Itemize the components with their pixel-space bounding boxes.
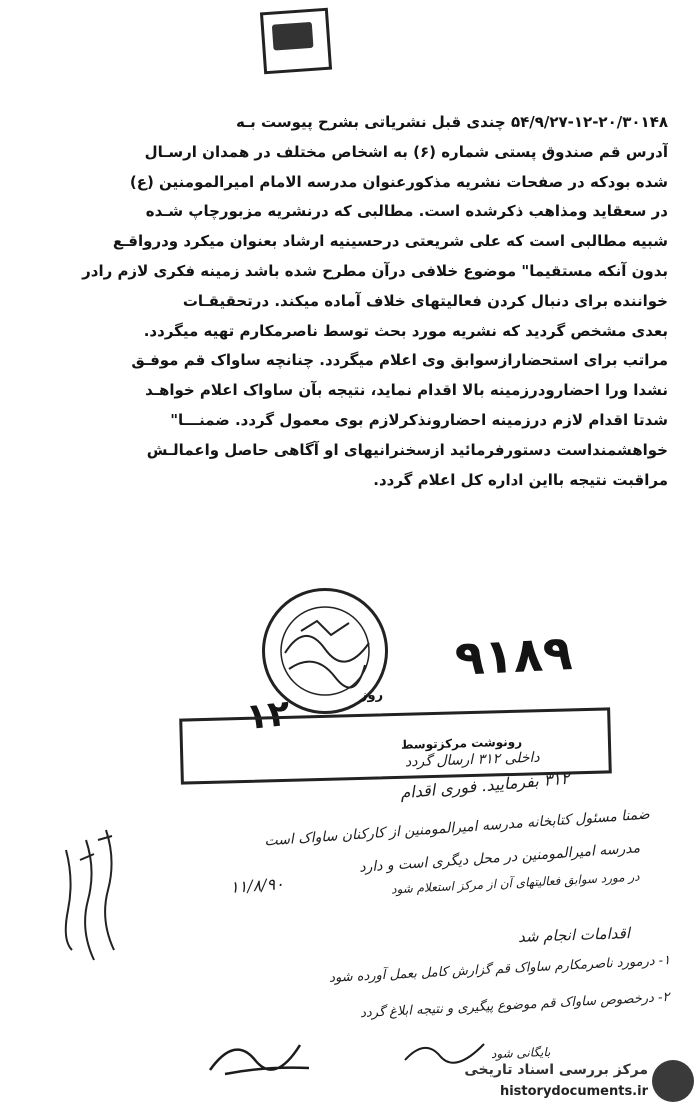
typed-line: بعدی مشخص گردید که نشریه مورد بحث توسط ناصرمکارم تهیه میگردد. — [143, 321, 668, 340]
archive-watermark — [430, 1060, 694, 1106]
typed-line: نشدا ورا احضارودرزمینه بالا اقدام نماید، نتیجه بآن ساواک اعلام خواهـد — [145, 381, 668, 400]
margin-handwriting — [36, 820, 136, 970]
top-stamp-mark — [260, 8, 332, 75]
signature-left — [205, 1030, 315, 1080]
typed-line: مراتب برای استحضارازسوابق وی اعلام میگردد. چنانچه ساواک قم موفـق — [131, 351, 668, 370]
typed-line: شدتا اقدام لازم درزمینه احضارونذکرلازم بوی معمول گردد. ضمنـــا" — [170, 410, 668, 429]
handwritten-note-line: ۱- درمورد ناصرمکارم ساواک قم گزارش کامل بعمل آورده شود — [328, 953, 671, 986]
typed-line: مراقبت نتیجه بااین اداره کل اعلام گردد. — [373, 470, 668, 489]
handwritten-note-line: مدرسه امیرالمومنین در محل دیگری است و دارد — [358, 840, 641, 876]
registration-day-label: روز — [360, 688, 384, 703]
handwritten-note-line: داخلی ۳۱۲ ارسال گردد — [405, 749, 541, 771]
handwritten-note-line: بایگانی شود — [490, 1044, 551, 1062]
watermark-text: مرکز بررسی اسناد تاریخی — [464, 1062, 648, 1078]
typed-line: شده بودکه در صفحات نشریه مذکورعنوان مدرسه الامام امیرالمومنین (ع) — [129, 172, 668, 191]
handwritten-note-line: ۲- درخصوص ساواک قم موضوع پیگیری و نتیجه ابلاغ گردد — [360, 989, 671, 1022]
handwritten-note-line: ضمنا مسئول کتابخانه مدرسه امیرالمومنین از کارکنان ساواک است — [263, 806, 651, 850]
handwritten-date: ۱۱/۸/۹۰ — [229, 874, 285, 897]
typed-line: خواهشمنداست دستورفرمائید ازسخنرانیهای او آگاهی حاصل واعمالـش — [146, 440, 668, 459]
handwritten-note-line: اقدامات انجام شد — [517, 924, 631, 946]
watermark-url: historydocuments.ir — [499, 1084, 648, 1099]
registration-number: ۱۲ — [243, 692, 292, 739]
typed-line: شبیه مطالبی است که علی شریعتی درحسینیه ارشاد بعنوان میکرد ودرواقـع — [112, 232, 668, 251]
typed-line: خواننده برای دنبال کردن فعالیتهای خلاف آماده میکند. درتحقیقـات — [182, 291, 668, 310]
typed-line: بدون آنکه مستقیما" موضوع خلافی درآن مطرح شده باشد زمینه فکری لازم رادر — [82, 261, 668, 280]
typed-line: ۵۴/۹/۲۷-۱۲-۲۰/۳۰۱۴۸ چندی قبل نشریاتی بشرح پیوست بـه — [235, 113, 668, 131]
typed-line: در سعقاید ومذاهب ذکرشده است. مطالبی که درنشریه مزبورچاپ شـده — [145, 202, 668, 221]
received-number: ۹۱۸۹ — [453, 624, 574, 688]
handwritten-note-line: ۳۱۲ بفرمایید. فوری اقدام — [399, 768, 571, 803]
typed-line: آدرس قم صندوق پستی شماره (۶) به اشخاص مختلف در همدان ارسـال — [144, 142, 668, 161]
typed-letter-body — [38, 108, 668, 495]
registration-box-text: رونوشت مرکزتوسط — [400, 734, 523, 752]
handwritten-note-line: در مورد سوابق فعالیتهای آن از مرکز استعلام شود — [391, 869, 641, 897]
archive-logo-icon — [652, 1060, 694, 1102]
